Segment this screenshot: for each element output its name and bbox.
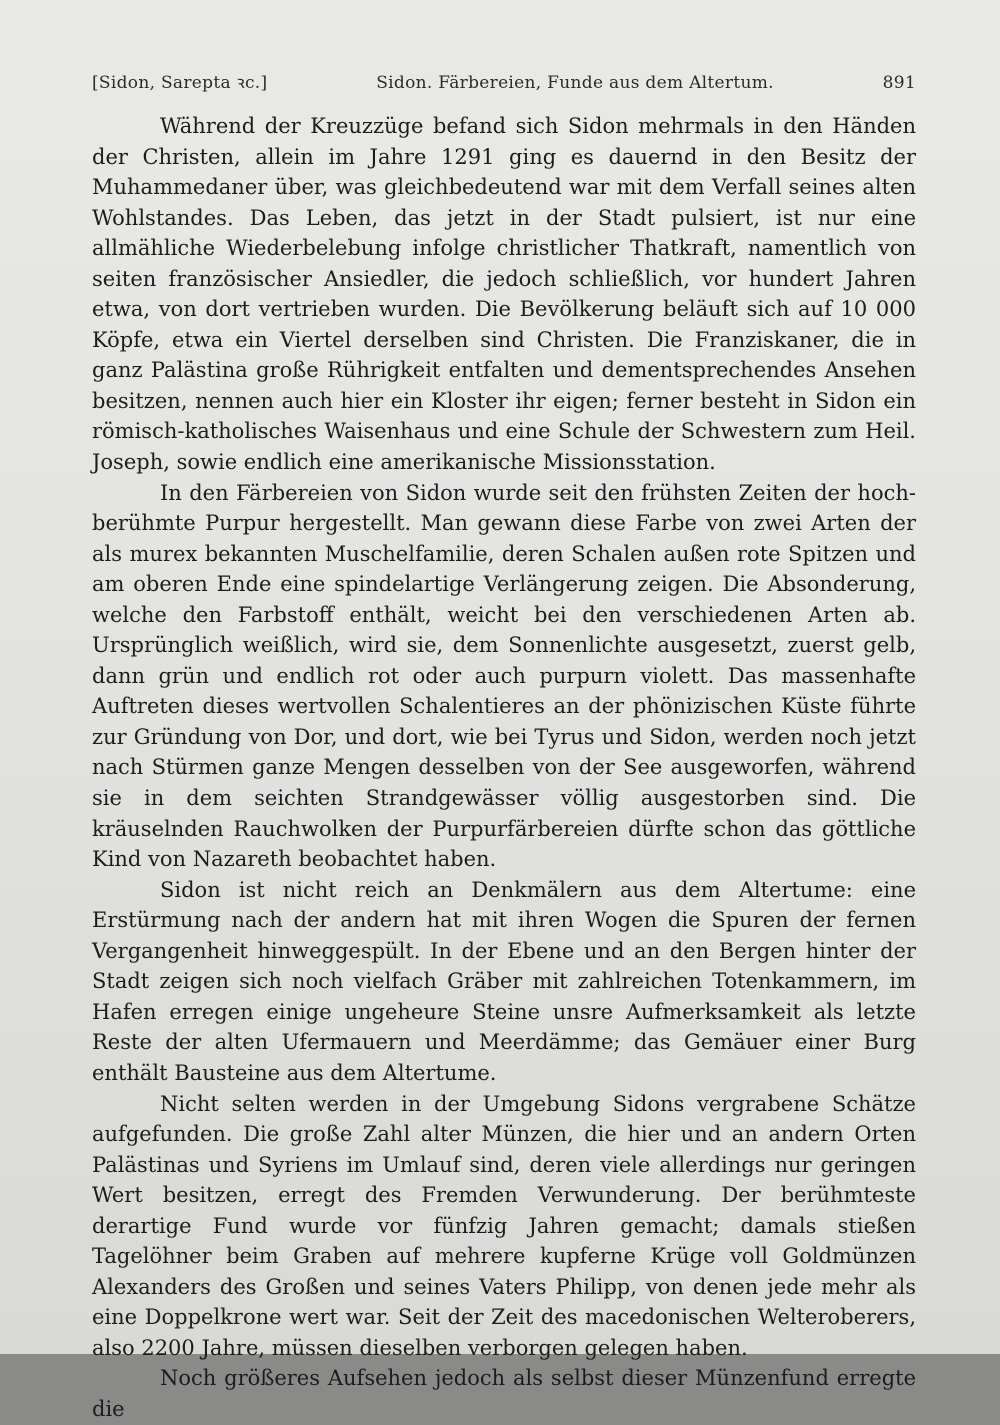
paragraph: Während der Kreuzzüge befand sich Sidon mehrmals in den Händen der Christen, allein im Jahre 1291 ging es dauernd in den Besitz der Muhammedaner über, was gleichbedeutend war mit dem Verfall seines alten Wohlstandes. Das Leben, das jetzt in der Stadt pulsiert, ist nur eine allmähliche Wiederbelebung infolge christlicher Thatkraft, namentlich von seiten französischer Ansiedler, die jedoch schließlich, vor hundert Jahren etwa, von dort vertrieben wurden. Die Bevölkerung beläuft sich auf 10 000 Köpfe, etwa ein Viertel derselben sind Christen. Die Franziskaner, die in ganz Palästina große Rührigkeit entfalten und dementsprechendes Ansehen besitzen, nennen auch hier ein Kloster ihr eigen; ferner besteht in Sidon ein römisch-katholisches Waisenhaus und eine Schule der Schwestern zum Heil. Joseph, sowie endlich eine amerikanische Missionsstation.	[92, 114, 916, 475]
page-number: 891	[882, 73, 916, 93]
paragraph: Sidon ist nicht reich an Denkmälern aus dem Altertume: eine Erstürmung nach der andern hat mit ihren Wogen die Spuren der fernen Vergangenheit hinweggespült. In der Ebene und an den Bergen hinter der Stadt zeigen sich noch vielfach Gräber mit zahlreichen Totenkammern, im Hafen erregen einige ungeheure Steine unsre Aufmerksamkeit als letzte Reste der alten Ufermauern und Meerdämme; das Gemäuer einer Burg enthält Bausteine aus dem Altertume.	[92, 877, 916, 1085]
paragraph: Nicht selten werden in der Umgebung Sidons vergrabene Schätze aufgefunden. Die große Zahl alter Münzen, die hier und an andern Orten Palästinas und Syriens im Umlauf sind, deren viele allerdings nur geringen Wert besitzen, erregt des Fremden Verwunderung. Der berühmteste derartige Fund wurde vor fünfzig Jahren gemacht; damals stießen Tagelöhner beim Graben auf mehrere kupferne Krüge voll Goldmünzen Alexanders des Großen und seines Vaters Philipp, von denen jede mehr als eine Doppelkrone wert war. Seit der Zeit des macedonischen Welteroberers, also 2200 Jahre, müssen dieselben verborgen gelegen haben.	[92, 1091, 916, 1360]
paragraph: Noch größeres Aufsehen jedoch als selbst dieser Münzenfund erregte die	[92, 1366, 916, 1421]
running-head	[92, 70, 916, 93]
body-text	[92, 111, 916, 1425]
running-head-title: Sidon. Färbereien, Funde aus dem Altertum.	[376, 73, 774, 93]
running-head-section: [Sidon, Sarepta ꝛc.]	[92, 73, 268, 93]
paragraph: In den Färbereien von Sidon wurde seit den frühsten Zeiten der hochberühmte Purpur hergestellt. Man gewann diese Farbe von zwei Arten der als murex bekannten Muschelfamilie, deren Schalen außen rote Spitzen und am oberen Ende eine spindelartige Verlängerung zeigen. Die Absonderung, welche den Farbstoff enthält, weicht bei den verschiedenen Arten ab. Ursprünglich weißlich, wird sie, dem Sonnenlichte ausgesetzt, zuerst gelb, dann grün und endlich rot oder auch purpurn violett. Das massenhafte Auftreten dieses wertvollen Schalentieres an der phönizischen Küste führte zur Gründung von Dor, und dort, wie bei Tyrus und Sidon, werden noch jetzt nach Stürmen ganze Mengen desselben von der See ausgeworfen, während sie in dem seichten Strandgewässer völlig ausgestorben sind. Die kräuselnden Rauchwolken der Purpurfärbereien dürfte schon das göttliche Kind von Nazareth beobachtet haben.	[92, 480, 916, 872]
